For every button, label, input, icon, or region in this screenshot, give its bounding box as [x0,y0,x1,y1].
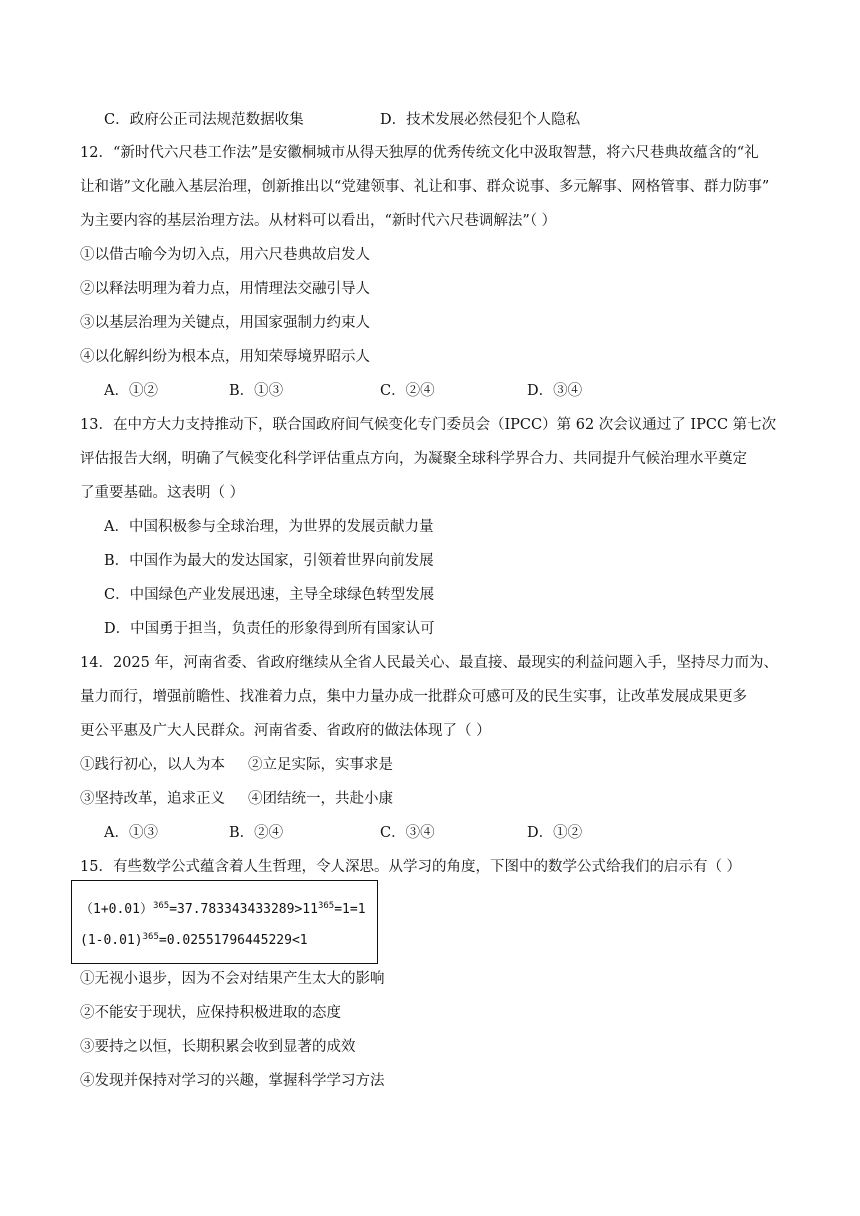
q12-statement-3: ③以基层治理为关键点，用国家强制力约束人 [80,315,370,331]
q13-option-d: D．中国勇于担当，负责任的形象得到所有国家认可 [104,621,435,637]
formula-2-exponent: 365 [142,932,159,942]
q14-stem-line-2: 量力而行，增强前瞻性、找准着力点，集中力量办成一批群众可感可及的民生实事，让改革发展成果更多 [80,689,747,705]
q15-stem: 15．有些数学公式蕴含着人生哲理，令人深思。从学习的角度，下图中的数学公式给我们的启示有（ ） [80,859,742,875]
q15-statement-4: ④发现并保持对学习的兴趣，掌握科学学习方法 [80,1073,385,1089]
q12-stem-line-1: 12．“新时代六尺巷工作法”是安徽桐城市从得天独厚的优秀传统文化中汲取智慧，将六尺巷典故蕴含的“礼 [80,145,759,161]
q13-option-b: B．中国作为最大的发达国家，引领着世界向前发展 [104,553,434,569]
q14-option-b: B．②④ [229,825,284,841]
formula-1-exponent-2: 365 [317,901,335,911]
q11-option-d: D．技术发展必然侵犯个人隐私 [380,112,581,128]
q12-stem-line-3: 为主要内容的基层治理方法。从材料可以看出，“新时代六尺巷调解法”（ ） [80,213,557,229]
q14-option-d: D．①② [527,825,583,841]
formula-2-base: (1-0.01) [80,933,143,948]
q12-statement-2: ②以释法明理为着力点，用情理法交融引导人 [80,281,370,297]
q15-statement-1: ①无视小退步，因为不会对结果产生太大的影响 [80,971,385,987]
q14-stem-line-3: 更公平惠及广大人民群众。河南省委、省政府的做法体现了（ ） [80,723,491,739]
q15-statement-2: ②不能安于现状，应保持积极进取的态度 [80,1005,341,1021]
formula-box [71,880,378,964]
formula-line-1 [80,901,366,919]
q13-stem-line-3: 了重要基础。这表明（ ） [80,485,245,501]
q13-stem-line-1: 13．在中方大力支持推动下，联合国政府间气候变化专门委员会（IPCC）第 62 次会议通过了 IPCC 第七次 [80,417,777,433]
q13-stem-line-2: 评估报告大纲，明确了气候变化科学评估重点方向，为凝聚全球科学界合力、共同提升气候治理水平奠定 [80,451,747,467]
formula-1-middle: =37.783343433289>11 [169,902,318,917]
q14-option-a: A．①③ [104,825,158,841]
q12-option-a: A．①② [104,383,158,399]
q14-statement-row-2: ③坚持改革，追求正义 ④团结统一，共赴小康 [80,791,394,807]
formula-1-exponent: 365 [152,901,170,911]
q11-option-c: C．政府公正司法规范数据收集 [104,112,304,128]
formula-1-base: （1+0.01） [80,902,153,917]
q13-option-a: A．中国积极参与全球治理，为世界的发展贡献力量 [104,519,434,535]
q13-option-c: C．中国绿色产业发展迅速，主导全球绿色转型发展 [104,587,435,603]
q12-option-d: D．③④ [527,383,583,399]
q14-option-c: C．③④ [380,825,435,841]
formula-1-end: =1=1 [334,902,366,917]
q14-stem-line-1: 14．2025 年，河南省委、省政府继续从全省人民最关心、最直接、最现实的利益问题入手，坚持尽力而为、 [80,655,778,671]
q12-option-b: B．①③ [229,383,284,399]
q12-option-c: C．②④ [380,383,435,399]
formula-line-2 [80,932,308,950]
q14-statement-row-1: ①践行初心，以人为本 ②立足实际，实事求是 [80,757,394,773]
q12-statement-4: ④以化解纠纷为根本点，用知荣辱境界昭示人 [80,349,370,365]
q15-statement-3: ③要持之以恒，长期积累会收到显著的成效 [80,1039,356,1055]
q12-stem-line-2: 让和谐”文化融入基层治理，创新推出以“党建领事、礼让和事、群众说事、多元解事、网格管事、群力防事” [80,179,770,195]
formula-2-end: =0.02551796445229<1 [158,933,308,948]
q12-statement-1: ①以借古喻今为切入点，用六尺巷典故启发人 [80,247,370,263]
